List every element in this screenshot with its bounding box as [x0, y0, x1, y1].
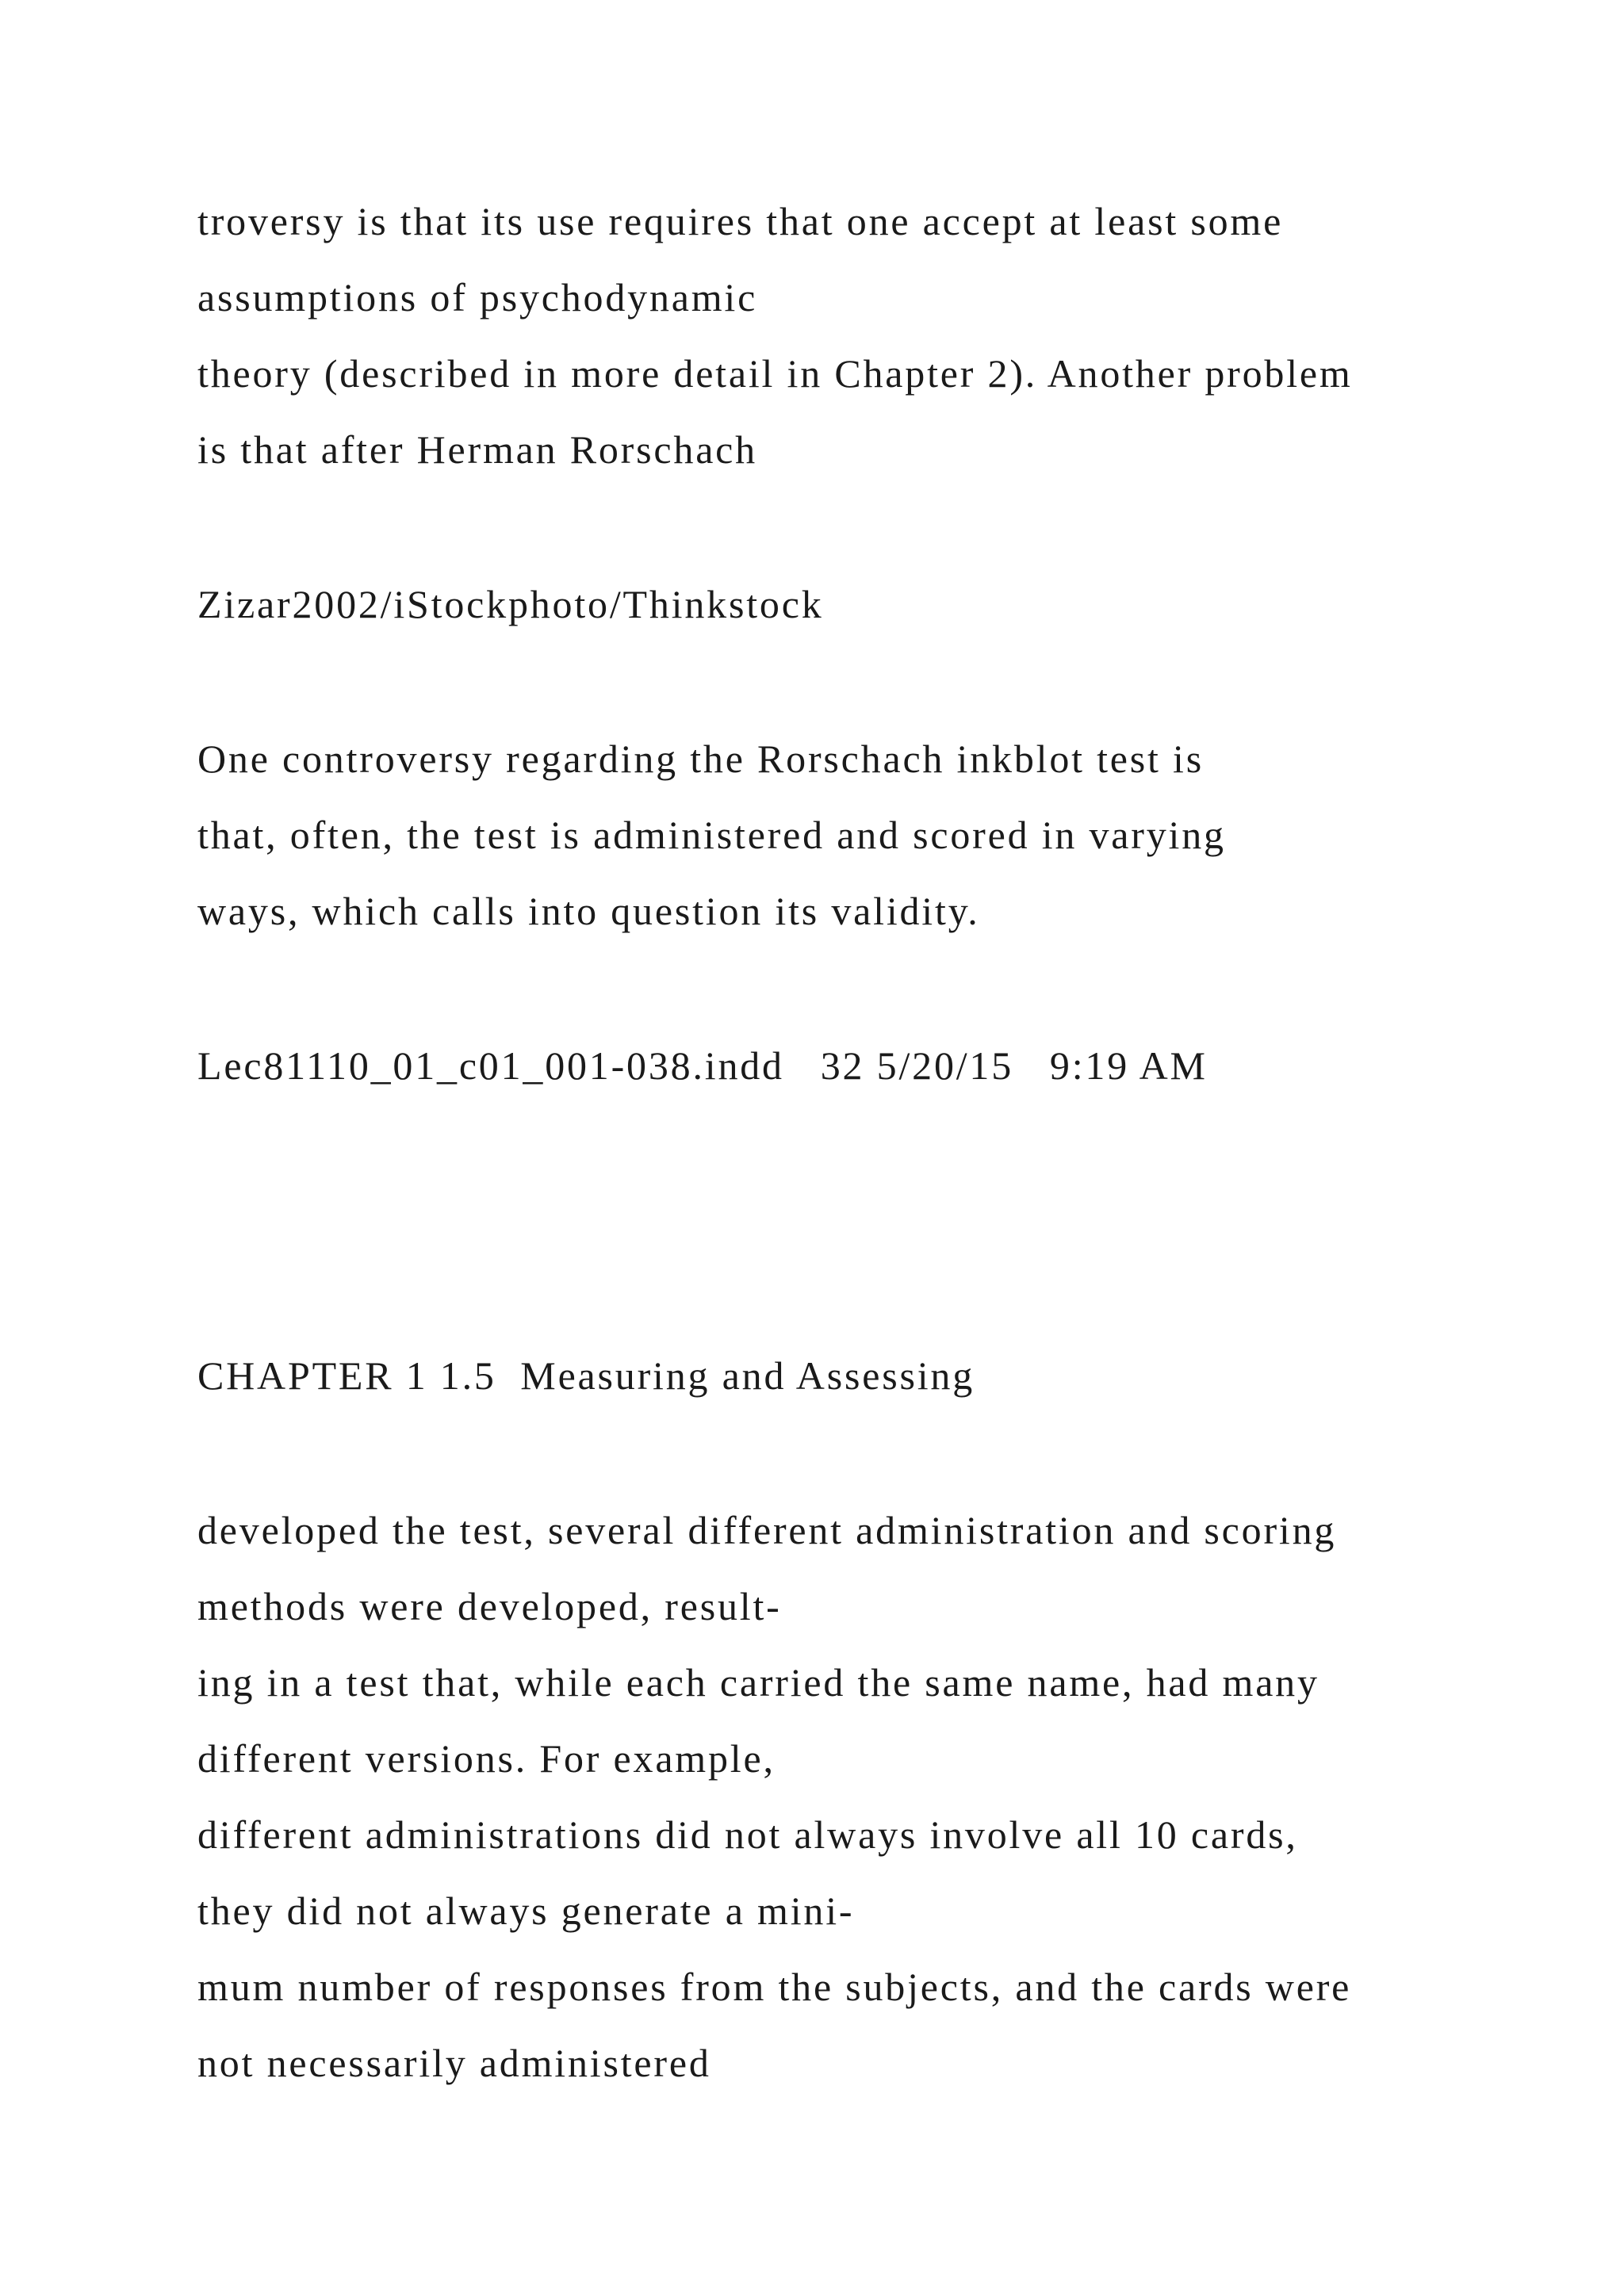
body-text-line: is that after Herman Rorschach	[197, 427, 757, 472]
body-text-line: methods were developed, result-	[197, 1584, 782, 1628]
caption-line: that, often, the test is administered and scored in varying	[197, 813, 1226, 857]
file-info: Lec81110_01_c01_001-038.indd 32 5/20/15 9:19 AM	[197, 1043, 1208, 1088]
body-text-line: developed the test, several different administration and scoring	[197, 1508, 1337, 1552]
body-text-line: theory (described in more detail in Chapter 2). Another problem	[197, 351, 1353, 396]
body-text-line: they did not always generate a mini-	[197, 1888, 855, 1933]
body-text-line: assumptions of psychodynamic	[197, 275, 758, 320]
caption-line: One controversy regarding the Rorschach inkblot test is	[197, 737, 1204, 781]
body-text-line: ing in a test that, while each carried the same name, had many	[197, 1660, 1320, 1705]
body-text-line: mum number of responses from the subjects, and the cards were	[197, 1965, 1352, 2009]
body-text-line: different administrations did not always involve all 10 cards,	[197, 1812, 1298, 1857]
photo-credit: Zizar2002/iStockphoto/Thinkstock	[197, 582, 824, 626]
body-text-line: troversy is that its use requires that one accept at least some	[197, 199, 1284, 243]
running-header: CHAPTER 1 1.5 Measuring and Assessing	[197, 1353, 975, 1398]
body-text-line: not necessarily administered	[197, 2041, 711, 2085]
body-text-line: different versions. For example,	[197, 1736, 776, 1781]
caption-line: ways, which calls into question its validity.	[197, 889, 980, 933]
